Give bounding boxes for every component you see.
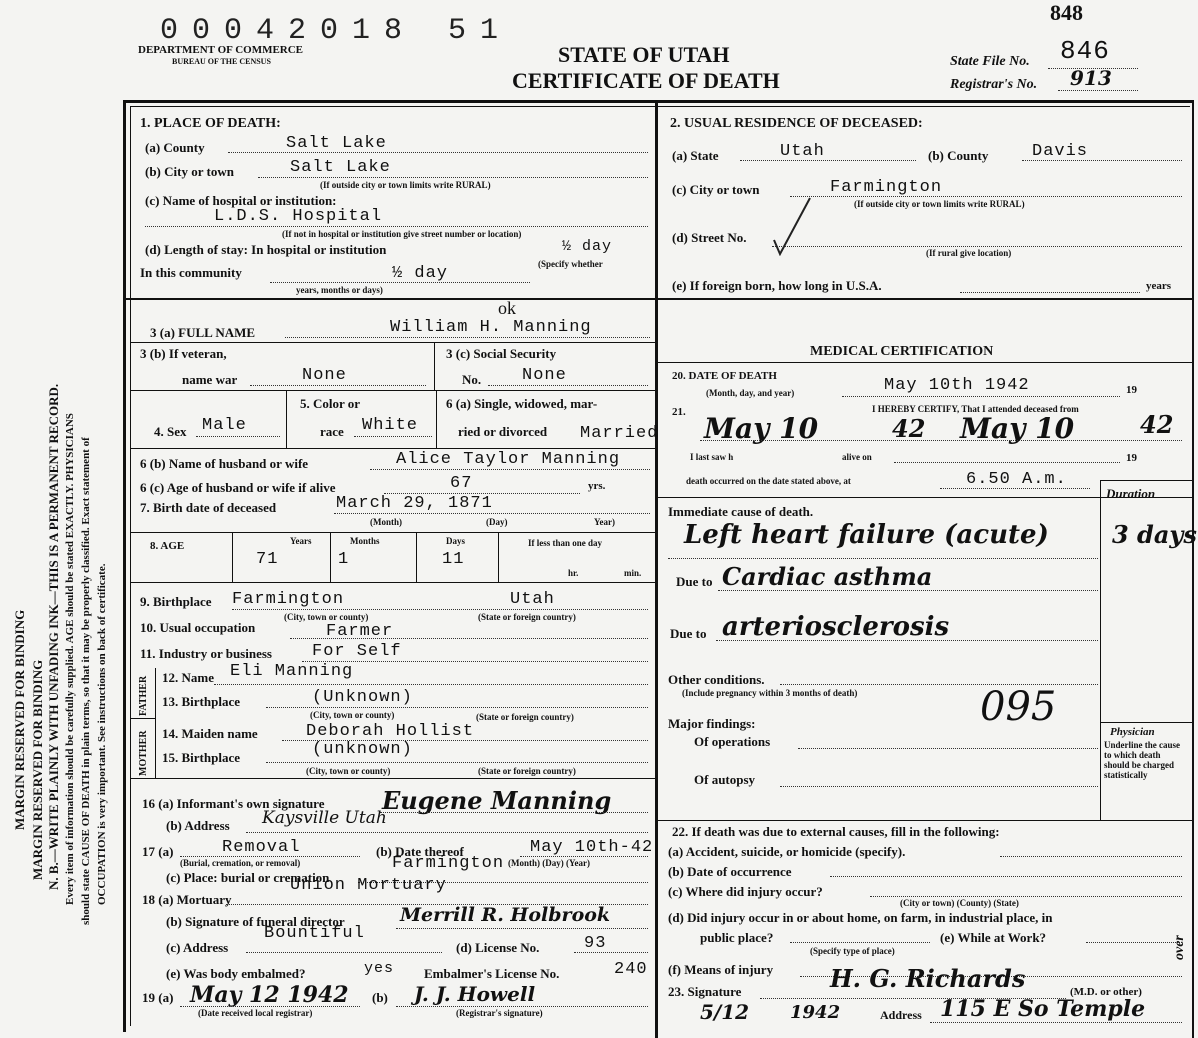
- physician-address-label: Address: [880, 1008, 922, 1022]
- hospital-label: (c) Name of hospital or institution:: [145, 193, 337, 208]
- director-signature: Merrill R. Holbrook: [400, 904, 611, 926]
- dod-line: [842, 396, 1120, 397]
- birth-date: March 29, 1871: [336, 494, 493, 513]
- marital-label-2: ried or divorced: [458, 424, 548, 439]
- parent-bracket: [155, 668, 156, 778]
- full-name: William H. Manning: [390, 318, 592, 337]
- industry-line: [302, 661, 648, 662]
- external-c-line: [870, 896, 1182, 897]
- father-birthplace-line: [266, 707, 648, 708]
- birth-month: (Month): [370, 517, 402, 527]
- divider-left-4: [130, 448, 655, 449]
- divider-left-5: [130, 532, 655, 533]
- frame-top-inner: [130, 106, 1190, 107]
- foreign-years: years: [1146, 280, 1172, 292]
- marital: Married: [580, 424, 659, 443]
- hospital-line: [145, 226, 648, 227]
- embalmed: yes: [364, 960, 395, 977]
- state-file-label: State File No.: [950, 54, 1030, 69]
- informant-signature: Eugene Manning: [382, 786, 612, 815]
- duration-head: Duration: [1106, 486, 1156, 501]
- informant-address: Kaysville Utah: [262, 808, 387, 828]
- attended-to: May 10: [960, 412, 1075, 445]
- res-city-note: (If outside city or town limits write RURAL): [854, 199, 1025, 209]
- filed-line: [180, 1006, 360, 1007]
- race: White: [362, 416, 419, 435]
- mother-birthplace: (unknown): [312, 740, 413, 759]
- place-county: Salt Lake: [286, 134, 387, 153]
- mother-birthplace-line: [266, 762, 648, 763]
- hospital: L.D.S. Hospital: [214, 207, 383, 226]
- external-e: (e) While at Work?: [940, 930, 1047, 945]
- war-label: name war: [182, 372, 238, 387]
- community-label: In this community: [140, 265, 242, 280]
- yrs-label: yrs.: [588, 480, 606, 492]
- burial-place: Farmington: [392, 854, 505, 873]
- external-c-note: (City or town) (County) (State): [900, 898, 1019, 908]
- immediate-label: Immediate cause of death.: [668, 504, 814, 519]
- mother-label: MOTHER: [138, 730, 149, 776]
- hospital-note: (If not in hospital or institution give street number or location): [282, 229, 522, 239]
- external-label: 22. If death was due to external causes, fill in the following:: [672, 824, 1000, 839]
- cert-label: 21.: [672, 406, 686, 418]
- external-d2: public place?: [700, 930, 774, 945]
- time-of-death: 6.50 A.m.: [966, 470, 1067, 489]
- director-line: [396, 928, 648, 929]
- medical-header: MEDICAL CERTIFICATION: [810, 344, 994, 359]
- res-state-line: [740, 160, 916, 161]
- place-county-line: [228, 152, 648, 153]
- place-city-label: (b) City or town: [145, 164, 234, 179]
- last-saw-19: 19: [1126, 452, 1137, 464]
- age-min: min.: [624, 568, 642, 578]
- local-registrar-note: (Registrar's signature): [456, 1008, 543, 1018]
- permanent-record-notice: N. B.—WRITE PLAINLY WITH UNFADING INK—THIS IS A PERMANENT RECORD.: [46, 383, 61, 890]
- license-label: (d) License No.: [456, 940, 540, 955]
- license-line: [574, 952, 648, 953]
- director-address-line: [246, 952, 442, 953]
- duration-col: [1100, 480, 1101, 820]
- divider-vert-ssn: [434, 342, 435, 390]
- due1-label: Due to: [676, 574, 713, 589]
- race-line: [354, 436, 432, 437]
- mortuary: Union Mortuary: [290, 876, 447, 895]
- autopsy-line: [780, 786, 1098, 787]
- external-d: (d) Did injury occur in or about home, on farm, in industrial place, in: [668, 910, 1053, 925]
- informant-address-label: (b) Address: [166, 818, 230, 833]
- parent-divider: [131, 718, 156, 719]
- major-label: Major findings:: [668, 716, 756, 731]
- res-state-label: (a) State: [672, 148, 719, 163]
- due1-line: [718, 590, 1098, 591]
- embalmed-label: (e) Was body embalmed?: [166, 966, 306, 981]
- registrar-number: 913: [1070, 66, 1112, 90]
- res-county: Davis: [1032, 142, 1089, 161]
- res-street-line: [772, 246, 1182, 247]
- physician-address-line: [930, 1022, 1182, 1023]
- burial-date-label: (b) Date thereof: [376, 844, 464, 859]
- external-e-line: [1086, 942, 1182, 943]
- stay: ½ day: [562, 238, 613, 255]
- attended-to-year: 42: [1140, 410, 1174, 439]
- med-header-line: [658, 362, 1193, 363]
- physician-address: 115 E So Temple: [940, 996, 1146, 1022]
- sex: Male: [202, 416, 247, 435]
- age-months: 1: [338, 550, 350, 569]
- informant-address-line: [246, 832, 648, 833]
- attended-from: May 10: [704, 412, 819, 445]
- sex-label: 4. Sex: [154, 424, 187, 439]
- attended-from-year: 42: [892, 414, 926, 443]
- veteran-label: 3 (b) If veteran,: [140, 346, 227, 361]
- immediate-cause: Left heart failure (acute): [684, 520, 1049, 550]
- time-line: [940, 488, 1090, 489]
- occupation-line: [290, 638, 648, 639]
- attended-line: [700, 440, 1182, 441]
- external-b-line: [830, 876, 1182, 877]
- divider-left-3: [130, 390, 655, 391]
- birth-year: Year): [594, 517, 615, 527]
- embalmer-label: Embalmer's License No.: [424, 966, 560, 981]
- place-county-label: (a) County: [145, 140, 205, 155]
- birth-day: (Day): [486, 517, 508, 527]
- place-city-note: (If outside city or town limits write RURAL): [320, 180, 491, 190]
- duration-top: [1100, 480, 1193, 481]
- age-label: 8. AGE: [150, 540, 185, 552]
- informant-line: [380, 812, 648, 813]
- frame-left-inner: [130, 106, 131, 1026]
- father-name-line: [214, 684, 648, 685]
- physician-signature-label: 23. Signature: [668, 984, 742, 999]
- state-file-number: 846: [1060, 36, 1110, 66]
- due-to-1: Cardiac asthma: [722, 562, 933, 591]
- res-county-line: [1022, 160, 1182, 161]
- ok-mark: ok: [498, 298, 516, 318]
- instruction-line-1: Every item of information should be carefully supplied. AGE should be stated EXACTLY. PHYSICIANS: [64, 413, 76, 905]
- burial-line: [180, 856, 360, 857]
- bureau: BUREAU OF THE CENSUS: [172, 57, 271, 66]
- embalmer: 240: [614, 960, 648, 979]
- age-years: 71: [256, 550, 279, 569]
- divider-1: [123, 298, 1193, 300]
- age-hr: hr.: [568, 568, 579, 578]
- burial: Removal: [222, 838, 301, 857]
- operations-line: [798, 748, 1098, 749]
- divider-vert-sex: [286, 390, 287, 448]
- res-county-label: (b) County: [928, 148, 989, 163]
- occupation: Farmer: [326, 622, 394, 641]
- place-of-death-label: 1. PLACE OF DEATH:: [140, 116, 281, 131]
- other-note: (Include pregnancy within 3 months of death): [682, 688, 858, 698]
- divider-left-7: [130, 778, 655, 779]
- age-months-head: Months: [350, 536, 380, 546]
- form-title: CERTIFICATE OF DEATH: [512, 68, 780, 93]
- spouse-age: 67: [450, 474, 473, 493]
- stay-note: (Specify whether: [538, 259, 603, 269]
- instruction-line-2: should state CAUSE OF DEATH in plain terms, so that it may be properly classified. Exact statement of: [80, 437, 92, 925]
- external-b: (b) Date of occurrence: [668, 864, 792, 879]
- burial-label: 17 (a): [142, 844, 174, 859]
- burial-date-note: (Month) (Day) (Year): [508, 858, 590, 868]
- divider-vert-age1: [232, 532, 233, 582]
- father-label: FATHER: [138, 675, 149, 716]
- age-years-head: Years: [290, 536, 312, 546]
- less-day: If less than one day: [528, 538, 603, 548]
- divider-vert-race: [436, 390, 437, 448]
- birth-label: 7. Birth date of deceased: [140, 500, 277, 515]
- divider-vert-age4: [498, 532, 499, 582]
- dod-note: (Month, day, and year): [706, 388, 795, 398]
- res-city: Farmington: [830, 178, 943, 197]
- ssn: None: [522, 366, 567, 385]
- physician-year: 1942: [790, 1002, 841, 1023]
- local-registrar-signature: J. J. Howell: [414, 982, 536, 1006]
- burial-note: (Burial, cremation, or removal): [180, 858, 301, 868]
- cert-text: I HEREBY CERTIFY, That I attended deceased from: [872, 404, 1079, 414]
- external-c: (c) Where did injury occur?: [668, 884, 823, 899]
- external-a: (a) Accident, suicide, or homicide (specify).: [668, 844, 906, 859]
- local-registrar-line: [396, 1006, 648, 1007]
- column-divider: [655, 103, 658, 1038]
- father-city-note: (City, town or county): [310, 710, 395, 720]
- father-name: Eli Manning: [230, 662, 354, 681]
- birth-line: [334, 513, 650, 514]
- age-days: 11: [442, 550, 465, 569]
- place-city: Salt Lake: [290, 158, 391, 177]
- father-birthplace: (Unknown): [312, 688, 413, 707]
- filed-date: May 12 1942: [190, 982, 349, 1008]
- color-label: 5. Color or: [300, 396, 361, 411]
- full-name-label: 3 (a) FULL NAME: [150, 325, 256, 340]
- occupation-label: 10. Usual occupation: [140, 620, 256, 635]
- mother-name-label: 14. Maiden name: [162, 726, 258, 741]
- burial-place-label: (c) Place: burial or cremation: [166, 870, 330, 885]
- other-label: Other conditions.: [668, 672, 765, 687]
- instruction-line-3: OCCUPATION is very important. See instructions on back of certificate.: [96, 563, 108, 905]
- physician-top: [1100, 722, 1193, 723]
- spouse: Alice Taylor Manning: [396, 450, 621, 469]
- full-name-line: [285, 337, 650, 338]
- community: ½ day: [392, 264, 449, 283]
- last-saw: I last saw h: [690, 452, 734, 462]
- spouse-age-label: 6 (c) Age of husband or wife if alive: [140, 480, 336, 495]
- due2-label: Due to: [670, 626, 707, 641]
- birthplace-city: Farmington: [232, 590, 345, 609]
- physician-signature: H. G. Richards: [830, 964, 1026, 993]
- age-days-head: Days: [446, 536, 466, 546]
- form-title-state: STATE OF UTAH: [558, 42, 730, 67]
- external-a-line: [1000, 856, 1182, 857]
- stay-label: (d) Length of stay: In hospital or institution: [145, 242, 387, 257]
- mother-state-note: (State or foreign country): [478, 766, 576, 776]
- industry-label: 11. Industry or business: [140, 646, 272, 661]
- director-address-label: (c) Address: [166, 940, 229, 955]
- ssn-no-label: No.: [462, 372, 482, 387]
- occurred-label: death occurred on the date stated above, at: [686, 476, 851, 486]
- mortuary-label: 18 (a) Mortuary: [142, 892, 232, 907]
- birthplace-city-note: (City, town or county): [284, 612, 369, 622]
- burial-date: May 10th-42: [530, 838, 654, 857]
- director-address: Bountiful: [264, 924, 365, 943]
- race-label: race: [320, 424, 344, 439]
- birthplace-state: Utah: [510, 590, 555, 609]
- mother-city-note: (City, town or county): [306, 766, 391, 776]
- filed-note: (Date received local registrar): [198, 1008, 313, 1018]
- birthplace-state-note: (State or foreign country): [478, 612, 576, 622]
- operations-label: Of operations: [694, 734, 771, 749]
- war-line: [250, 385, 426, 386]
- community-line: [270, 282, 530, 283]
- binding-margin-text-2: MARGIN RESERVED FOR BINDING: [30, 659, 45, 880]
- divider-left-2: [130, 342, 655, 343]
- res-street-note: (If rural give location): [926, 248, 1012, 258]
- father-name-label: 12. Name: [162, 670, 214, 685]
- father-birthplace-label: 13. Birthplace: [162, 694, 240, 709]
- sex-line: [196, 436, 280, 437]
- father-state-note: (State or foreign country): [476, 712, 574, 722]
- burial-date-line: [520, 856, 648, 857]
- immediate-duration: 3 days: [1112, 520, 1197, 549]
- res-city-label: (c) City or town: [672, 182, 760, 197]
- coding-mark: 095: [980, 684, 1057, 730]
- foreign-label: (e) If foreign born, how long in U.S.A.: [672, 278, 882, 293]
- marital-label: 6 (a) Single, widowed, mar-: [446, 396, 598, 411]
- date-of-death: May 10th 1942: [884, 376, 1030, 395]
- spouse-label: 6 (b) Name of husband or wife: [140, 456, 309, 471]
- check-mark: [772, 196, 812, 256]
- mother-birthplace-label: 15. Birthplace: [162, 750, 240, 765]
- serial-number: 00042018 51: [160, 14, 513, 48]
- mother-name: Deborah Hollist: [306, 722, 475, 741]
- due-to-2: arteriosclerosis: [722, 612, 950, 642]
- place-city-line: [258, 177, 648, 178]
- md-label: (M.D. or other): [1070, 986, 1142, 998]
- birthplace-line: [232, 609, 648, 610]
- res-street-label: (d) Street No.: [672, 230, 747, 245]
- divider-vert-age2: [330, 532, 331, 582]
- local-registrar-label: (b): [372, 990, 388, 1005]
- industry: For Self: [312, 642, 402, 661]
- registrar-line: [1058, 90, 1138, 91]
- binding-margin-text: MARGIN RESERVED FOR BINDING: [12, 609, 27, 830]
- immediate-line: [668, 558, 1098, 559]
- frame-left: [123, 100, 126, 1032]
- physician-head: Physician: [1110, 726, 1155, 738]
- med-divider-2: [658, 820, 1193, 821]
- physician-date: 5/12: [700, 1000, 750, 1024]
- divider-left-6: [130, 582, 655, 583]
- divider-vert-age3: [416, 532, 417, 582]
- residence-label: 2. USUAL RESIDENCE OF DECEASED:: [670, 116, 923, 131]
- registrar-label: Registrar's No.: [950, 77, 1038, 92]
- external-d-note: (Specify type of place): [810, 946, 895, 956]
- director-label: (b) Signature of funeral director: [166, 914, 345, 929]
- dod-19: 19: [1126, 384, 1137, 396]
- spouse-line: [370, 469, 650, 470]
- filed-label: 19 (a): [142, 990, 174, 1005]
- external-f: (f) Means of injury: [668, 962, 774, 977]
- alive-on: alive on: [842, 452, 872, 462]
- corner-number: 848: [1050, 0, 1083, 25]
- autopsy-label: Of autopsy: [694, 772, 756, 787]
- ssn-line: [488, 385, 648, 386]
- frame-top: [123, 100, 1193, 103]
- department: DEPARTMENT OF COMMERCE: [138, 44, 304, 56]
- res-state: Utah: [780, 142, 825, 161]
- war: None: [302, 366, 347, 385]
- over-mark: over: [1172, 935, 1187, 960]
- frame-right: [1192, 100, 1194, 1038]
- due2-line: [716, 640, 1098, 641]
- last-saw-line: [894, 462, 1120, 463]
- foreign-line: [960, 292, 1140, 293]
- informant-label: 16 (a) Informant's own signature: [142, 796, 325, 811]
- res-city-line: [790, 196, 1182, 197]
- community-note: years, months or days): [296, 285, 383, 295]
- physician-note: Underline the cause to which death should be charged statistically: [1104, 740, 1180, 780]
- dod-label: 20. DATE OF DEATH: [672, 370, 777, 382]
- birthplace-label: 9. Birthplace: [140, 594, 212, 609]
- ssn-label: 3 (c) Social Security: [446, 346, 557, 361]
- license: 93: [584, 934, 607, 953]
- external-d-line: [790, 942, 930, 943]
